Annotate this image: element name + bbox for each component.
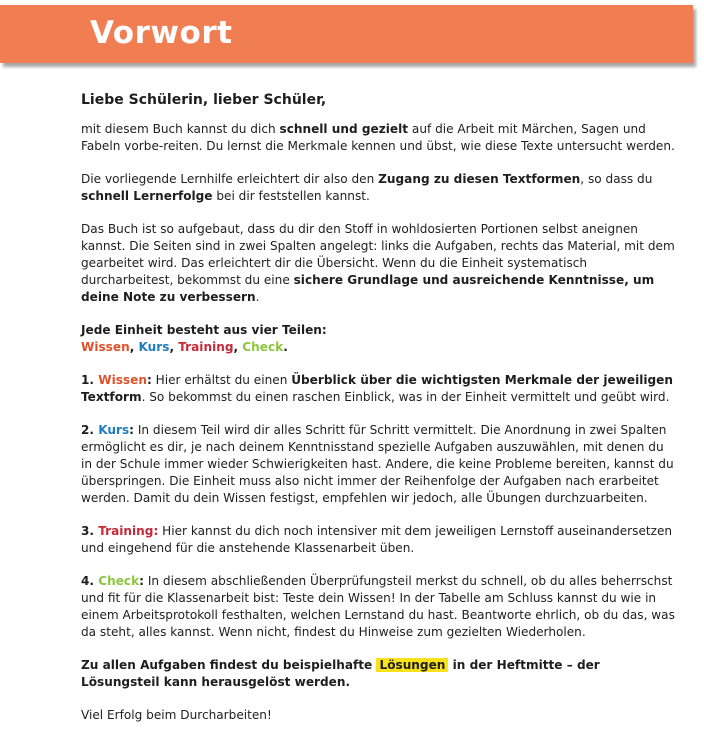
part-check-label: Check	[242, 340, 284, 354]
closing-note: Zu allen Aufgaben findest du beispielhafte Lösungen in der Heftmitte – der Lösungsteil kann herausgelöst werden.	[81, 658, 600, 689]
section-wissen: 1. Wissen: Hier erhältst du einen Überblick über die wichtigsten Merkmale der jeweiligen Textform. So bekommst du einen raschen Einblick, was in der Einheit vermittelt und geübt wird.	[81, 373, 673, 404]
paragraph-lernhilfe: Die vorliegende Lernhilfe erleichtert dir also den Zugang zu diesen Textformen, so dass du schnell Lernerfolge bei dir feststellen kannst.	[81, 172, 653, 203]
paragraph-intro: mit diesem Buch kannst du dich schnell und gezielt auf die Arbeit mit Märchen, Sagen und Fabeln vorbe-reiten. Du lernst die Merkmale kennen und übst, wie diese Texte untersucht werden.	[81, 122, 675, 153]
loesungen-highlight: Lösungen	[376, 658, 448, 672]
document-body	[81, 91, 677, 740]
section-training: 3. Training: Hier kannst du dich noch intensiver mit dem jeweiligen Lernstoff auseinandersetzen und eingehend für die anstehende Klassenarbeit üben.	[81, 524, 673, 555]
paragraph-aufbau: Das Buch ist so aufgebaut, dass du dir den Stoff in wohldosierten Portionen selbst aneignen kannst. Die Seiten sind in zwei Spalten angelegt: links die Aufgaben, rechts das Material, mit dem gearbeitet wird. Das erleichtert dir die Übersicht. Wenn du die Einheit systematisch durcharbeitest, bekommst du eine sichere Grundlage und ausreichende Kenntnisse, um deine Note zu verbessern.	[81, 222, 675, 304]
part-wissen-label: Wissen	[81, 340, 130, 354]
parts-heading: Jede Einheit besteht aus vier Teilen:	[81, 323, 327, 337]
parts-overview: Jede Einheit besteht aus vier Teilen: Wissen, Kurs, Training, Check.	[81, 323, 327, 354]
part-kurs-label: Kurs	[138, 340, 170, 354]
page-title: Vorwort	[90, 15, 233, 51]
greeting: Liebe Schülerin, lieber Schüler,	[81, 92, 327, 108]
farewell: Viel Erfolg beim Durcharbeiten!	[81, 708, 272, 722]
header-banner	[0, 5, 693, 63]
part-training-label: Training	[178, 340, 234, 354]
section-kurs: 2. Kurs: In diesem Teil wird dir alles Schritt für Schritt vermittelt. Die Anordnung in zwei Spalten ermöglicht es dir, je nach deinem Kenntnisstand spezielle Aufgaben auszuwählen, mit denen du in der Schule immer wieder Schwierigkeiten hast. Andere, die keine Probleme bereiten, kannst du überspringen. Die Einheit muss also nicht immer der Reihenfolge der Aufgaben nach erarbeitet werden. Damit du dein Wissen festigst, empfehlen wir jedoch, alle Übungen durchzuarbeiten.	[81, 423, 674, 505]
section-check: 4. Check: In diesem abschließenden Überprüfungsteil merkst du schnell, ob du alles beherrschst und fit für die Klassenarbeit bist: Teste dein Wissen! In der Tabelle am Schluss kannst du wie in einem Arbeitsprotokoll festhalten, welchen Lernstand du hast. Beantworte ehrlich, ob du das, was da steht, alles kannst. Wenn nicht, findest du Hinweise zum gezielten Wiederholen.	[81, 574, 675, 639]
